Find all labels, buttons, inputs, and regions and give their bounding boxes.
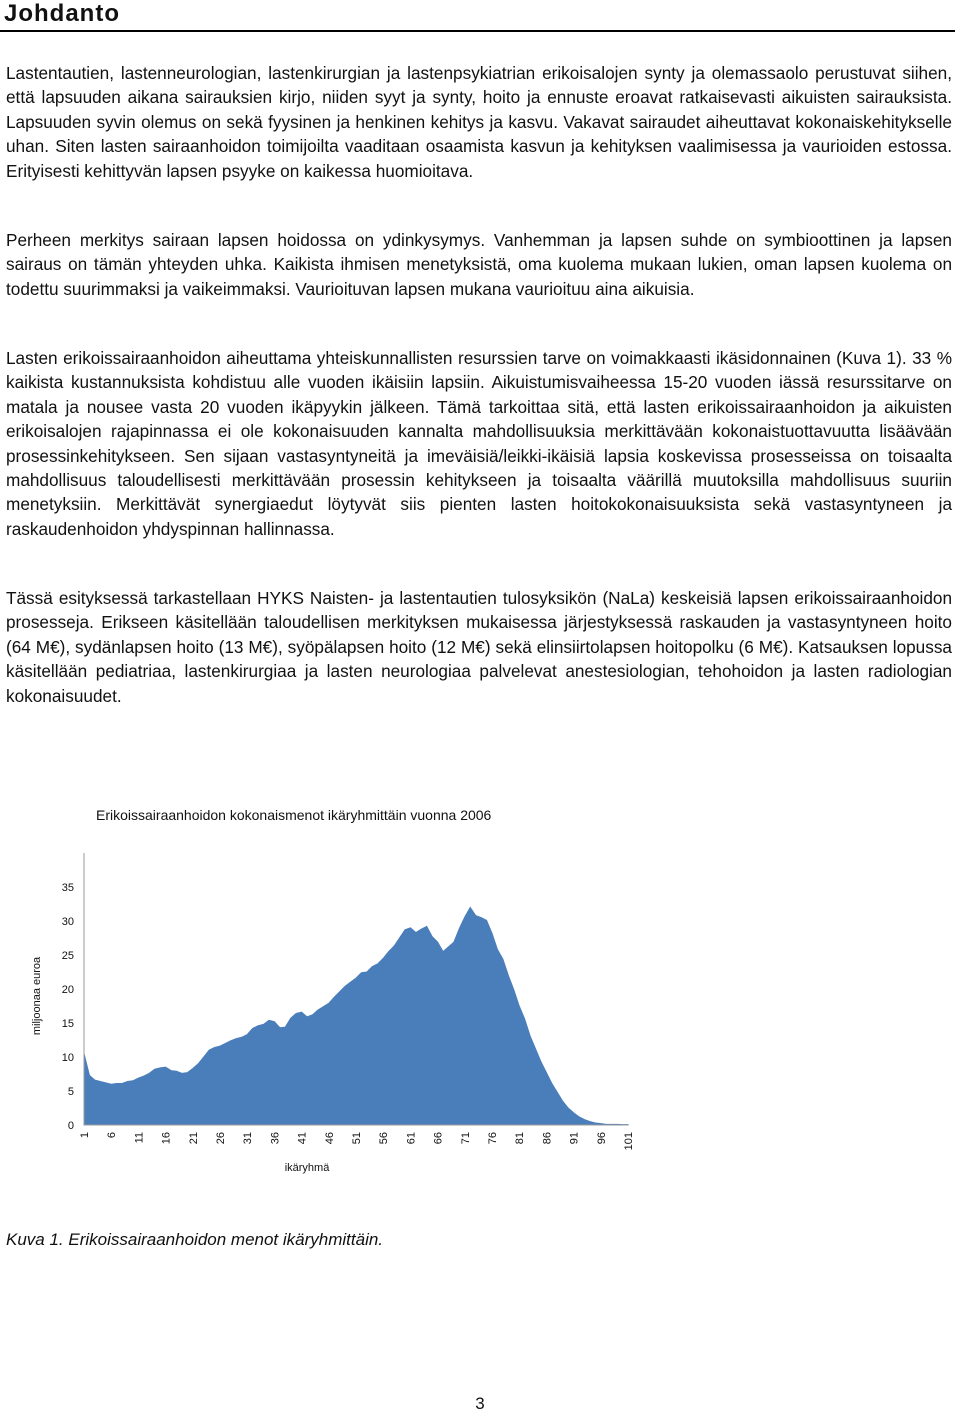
x-tick-label: 21 [187,1132,200,1145]
section-heading: Johdanto [4,0,120,27]
y-tick-label: 0 [67,1120,74,1132]
chart-svg [0,796,640,1186]
y-tick-label: 20 [61,984,74,996]
paragraph-4: Tässä esityksessä tarkastellaan HYKS Naisten- ja lastentautien tulosyksikön (NaLa) keskeisiä lapsen erikoissairaanhoidon prosesseja. Erikseen käsitellään taloudellisen merkityksen mukaisessa järjestyksessä raskauden ja vastasyntyneen hoito (64 M€), sydänlapsen hoito (13 M€), syöpälapsen hoito (12 M€) sekä elinsiirtolapsen hoitopolku (6 M€). Katsauksen lopussa käsitellään pediatriaa, lastenkirurgiaa ja lasten neurologiaa palvelevat anestesiologian, tehohoidon ja lasten radiologian kokonaisuudet. [6,588,952,706]
chart-x-axis-label: ikäryhmä [284,1162,330,1174]
x-tick-label: 86 [541,1132,554,1145]
x-tick-labels [79,1132,635,1150]
page-number: 3 [475,1394,485,1413]
x-tick-label: 11 [133,1132,146,1144]
x-tick-label: 16 [160,1132,173,1145]
y-tick-label: 30 [61,916,74,928]
y-tick-label: 5 [67,1086,74,1098]
cost-chart [0,796,640,1186]
x-tick-label: 41 [296,1132,309,1145]
chart-y-axis-label: miljoonaa euroa [31,956,43,1036]
x-tick-label: 66 [432,1132,445,1145]
x-tick-label: 51 [351,1132,363,1145]
x-tick-label: 46 [323,1132,336,1145]
y-tick-label: 35 [61,882,74,894]
y-tick-label: 15 [61,1018,74,1030]
x-tick-label: 6 [106,1132,119,1139]
x-tick-label: 36 [269,1132,282,1145]
y-tick-label: 25 [61,950,74,962]
heading-rule [0,30,955,32]
x-tick-label: 101 [623,1132,635,1151]
paragraph-1: Lastentautien, lastenneurologian, lastenkirurgian ja lastenpsykiatrian erikoisalojen synty ja olemassaolo perustuvat siihen, että lapsuuden aikana sairauksien kirjo, niiden syyt ja synty, hoito ja ennuste eroavat ratkaisevasti aikuisten sairauksista. Lapsuuden syvin olemus on sekä fyysinen ja henkinen kehitys ja kasvu. Vakavat sairaudet aiheuttavat kokonaiskehitykselle uhan. Siten lasten sairaanhoidon toimijoilta vaaditaan osaamista kasvun ja kehityksen vaalimisessa ja vaurioiden estossa. Erityisesti kehittyvän lapsen psyyke on kaikessa huomioitava. [6,63,952,181]
x-tick-label: 61 [405,1132,418,1145]
x-tick-label: 76 [487,1132,499,1145]
x-tick-label: 71 [459,1132,472,1145]
y-tick-label: 10 [61,1052,74,1064]
y-tick-labels [62,882,74,1132]
series-area [84,907,628,1125]
x-tick-label: 81 [514,1132,527,1145]
paragraph-2: Perheen merkitys sairaan lapsen hoidossa on ydinkysymys. Vanhemman ja lapsen suhde on symbioottinen ja lapsen sairaus on tämän yhteyden uhka. Kaikista ihmisen menetyksistä, oma kuolema mukaan lukien, oman lapsen kuolema on todettu suurimmaksi ja vaikeimmaksi. Vaurioituvan lapsen mukana vaurioituu aina aikuisia. [6,230,952,299]
x-tick-label: 26 [215,1132,227,1145]
x-tick-label: 56 [378,1132,391,1145]
x-tick-label: 91 [568,1132,581,1145]
paragraph-3: Lasten erikoissairaanhoidon aiheuttama yhteiskunnallisten resurssien tarve on voimakkaasti ikäsidonnainen (Kuva 1). 33 % kaikista kustannuksista kohdistuu alle vuoden ikäisiin lapsiin. Aikuistumisvaiheessa 15-20 vuoden iässä resurssitarve on matala ja nousee vasta 20 vuoden ikäpyykin jälkeen. Tämä tarkoittaa sitä, että lasten erikoissairaanhoidon ja aikuisten erikoisalojen rajapinnassa ei ole kokonaisuuden kannalta mahdollisuuksia merkittävään kokonaistuottavuutta lisäävään prosessinkehitykseen. Sen sijaan vastasyntyneitä ja imeväisiä/leikki-ikäisiä lapsia koskevissa prosesseissa on toisaalta mahdollisuus taloudellisesti merkittävään prosessin kehitykseen ja toisaalta väärillä muutoksilla mahdollisuus suuriin menetyksiin. Merkittävät synergiaedut löytyvät siis pienten lasten hoitokokonaisuuksista sekä vastasyntyneen ja raskaudenhoidon yhdyspinnan hallinnassa. [6,348,952,539]
x-tick-label: 1 [79,1132,91,1139]
chart-title: Erikoissairaanhoidon kokonaismenot ikäryhmittäin vuonna 2006 [96,807,492,823]
figure-caption: Kuva 1. Erikoissairaanhoidon menot ikäryhmittäin. [6,1230,384,1249]
x-tick-label: 31 [242,1132,255,1145]
x-tick-label: 96 [595,1132,608,1145]
